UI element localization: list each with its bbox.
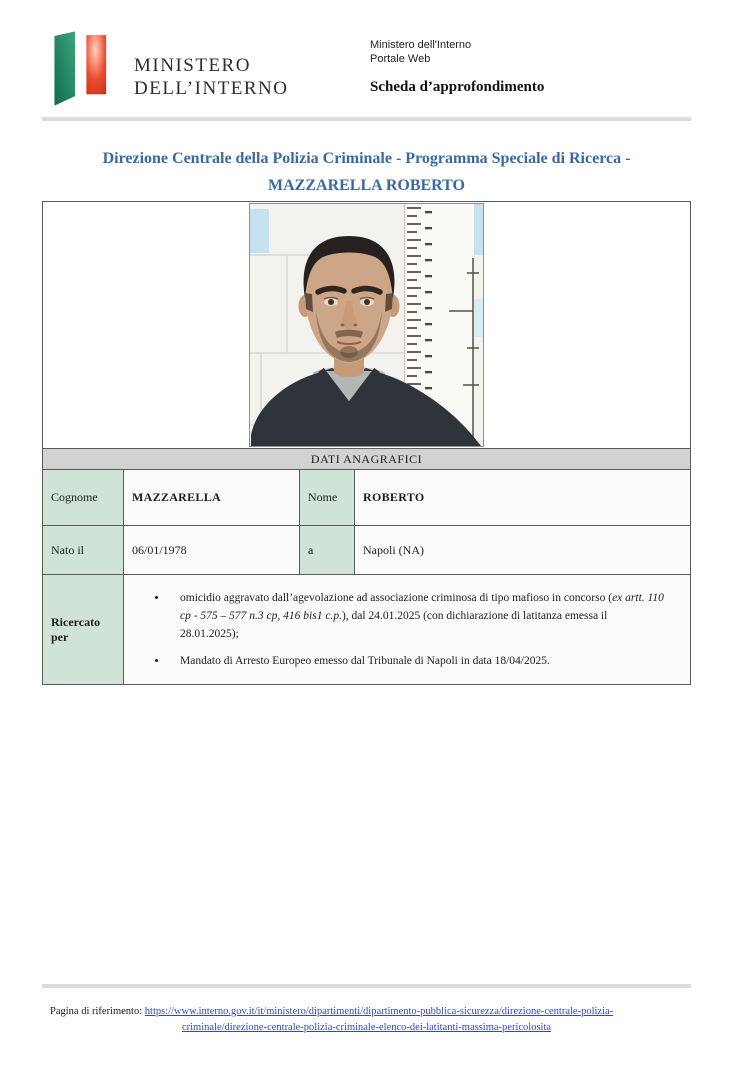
wanted-item-text: Mandato di Arresto Europeo emesso dal Tribunale di Napoli in data 18/04/2025.	[180, 655, 550, 667]
ministry-name-line1: MINISTERO	[134, 55, 251, 76]
reference-link-line2[interactable]: criminale/direzione-centrale-polizia-criminale-elenco-dei-latitanti-massima-pericolosita	[181, 1022, 552, 1033]
footer	[42, 1004, 691, 1036]
wanted-item-text: omicidio aggravato dall’agevolazione ad associazione criminosa di tipo mafioso in concorso (	[180, 592, 613, 604]
page-title	[0, 145, 733, 199]
wanted-item-citation: ex artt. 110 cp - 575 – 577 n.3 cp, 416 bis1 c.p.	[180, 592, 664, 622]
footer-divider	[42, 984, 691, 988]
ministry-name-line2: DELL’INTERNO	[134, 78, 289, 99]
photo-cell	[43, 202, 691, 449]
reference-link[interactable]	[145, 1006, 613, 1017]
wanted-item	[168, 652, 666, 670]
wanted-details	[124, 575, 691, 685]
org-line2: Portale Web	[370, 53, 431, 65]
birthplace-value: Napoli (NA)	[355, 526, 691, 575]
surname-label: Cognome	[43, 470, 124, 526]
header-meta	[370, 38, 544, 96]
birthdate-label: Nato il	[43, 526, 124, 575]
document-type: Scheda d’approfondimento	[370, 79, 545, 95]
footer-label: Pagina di riferimento:	[50, 1006, 145, 1017]
document-header	[0, 0, 733, 108]
wanted-list	[124, 589, 666, 670]
wanted-item	[168, 589, 666, 643]
org-line1: Ministero dell'Interno	[370, 39, 472, 51]
surname-value: MAZZARELLA	[124, 470, 300, 526]
wanted-item-text: ), dal 24.01.2025 (con dichiarazione di latitanza emessa il 28.01.2025);	[180, 610, 608, 640]
ministry-name	[134, 28, 289, 100]
table-row	[43, 470, 691, 526]
section-header: DATI ANAGRAFICI	[43, 449, 691, 470]
reference-link-line1[interactable]: https://www.interno.gov.it/it/ministero/dipartimenti/dipartimento-pubblica-sicurezza/direzione-centrale-polizia-	[144, 1006, 614, 1017]
wanted-label: Ricercato per	[43, 575, 124, 685]
name-value: ROBERTO	[355, 470, 691, 526]
ministry-logo-icon	[46, 28, 108, 108]
reference-link[interactable]	[182, 1022, 551, 1033]
mugshot-photo	[249, 203, 484, 447]
birthplace-label: a	[300, 526, 355, 575]
table-row	[43, 575, 691, 685]
table-row	[43, 526, 691, 575]
name-label: Nome	[300, 470, 355, 526]
header-divider	[42, 117, 691, 121]
page-title-line2: MAZZARELLA ROBERTO	[268, 177, 465, 194]
record-table	[42, 201, 691, 685]
page-title-line1: Direzione Centrale della Polizia Criminale - Programma Speciale di Ricerca -	[102, 150, 631, 167]
birthdate-value: 06/01/1978	[124, 526, 300, 575]
